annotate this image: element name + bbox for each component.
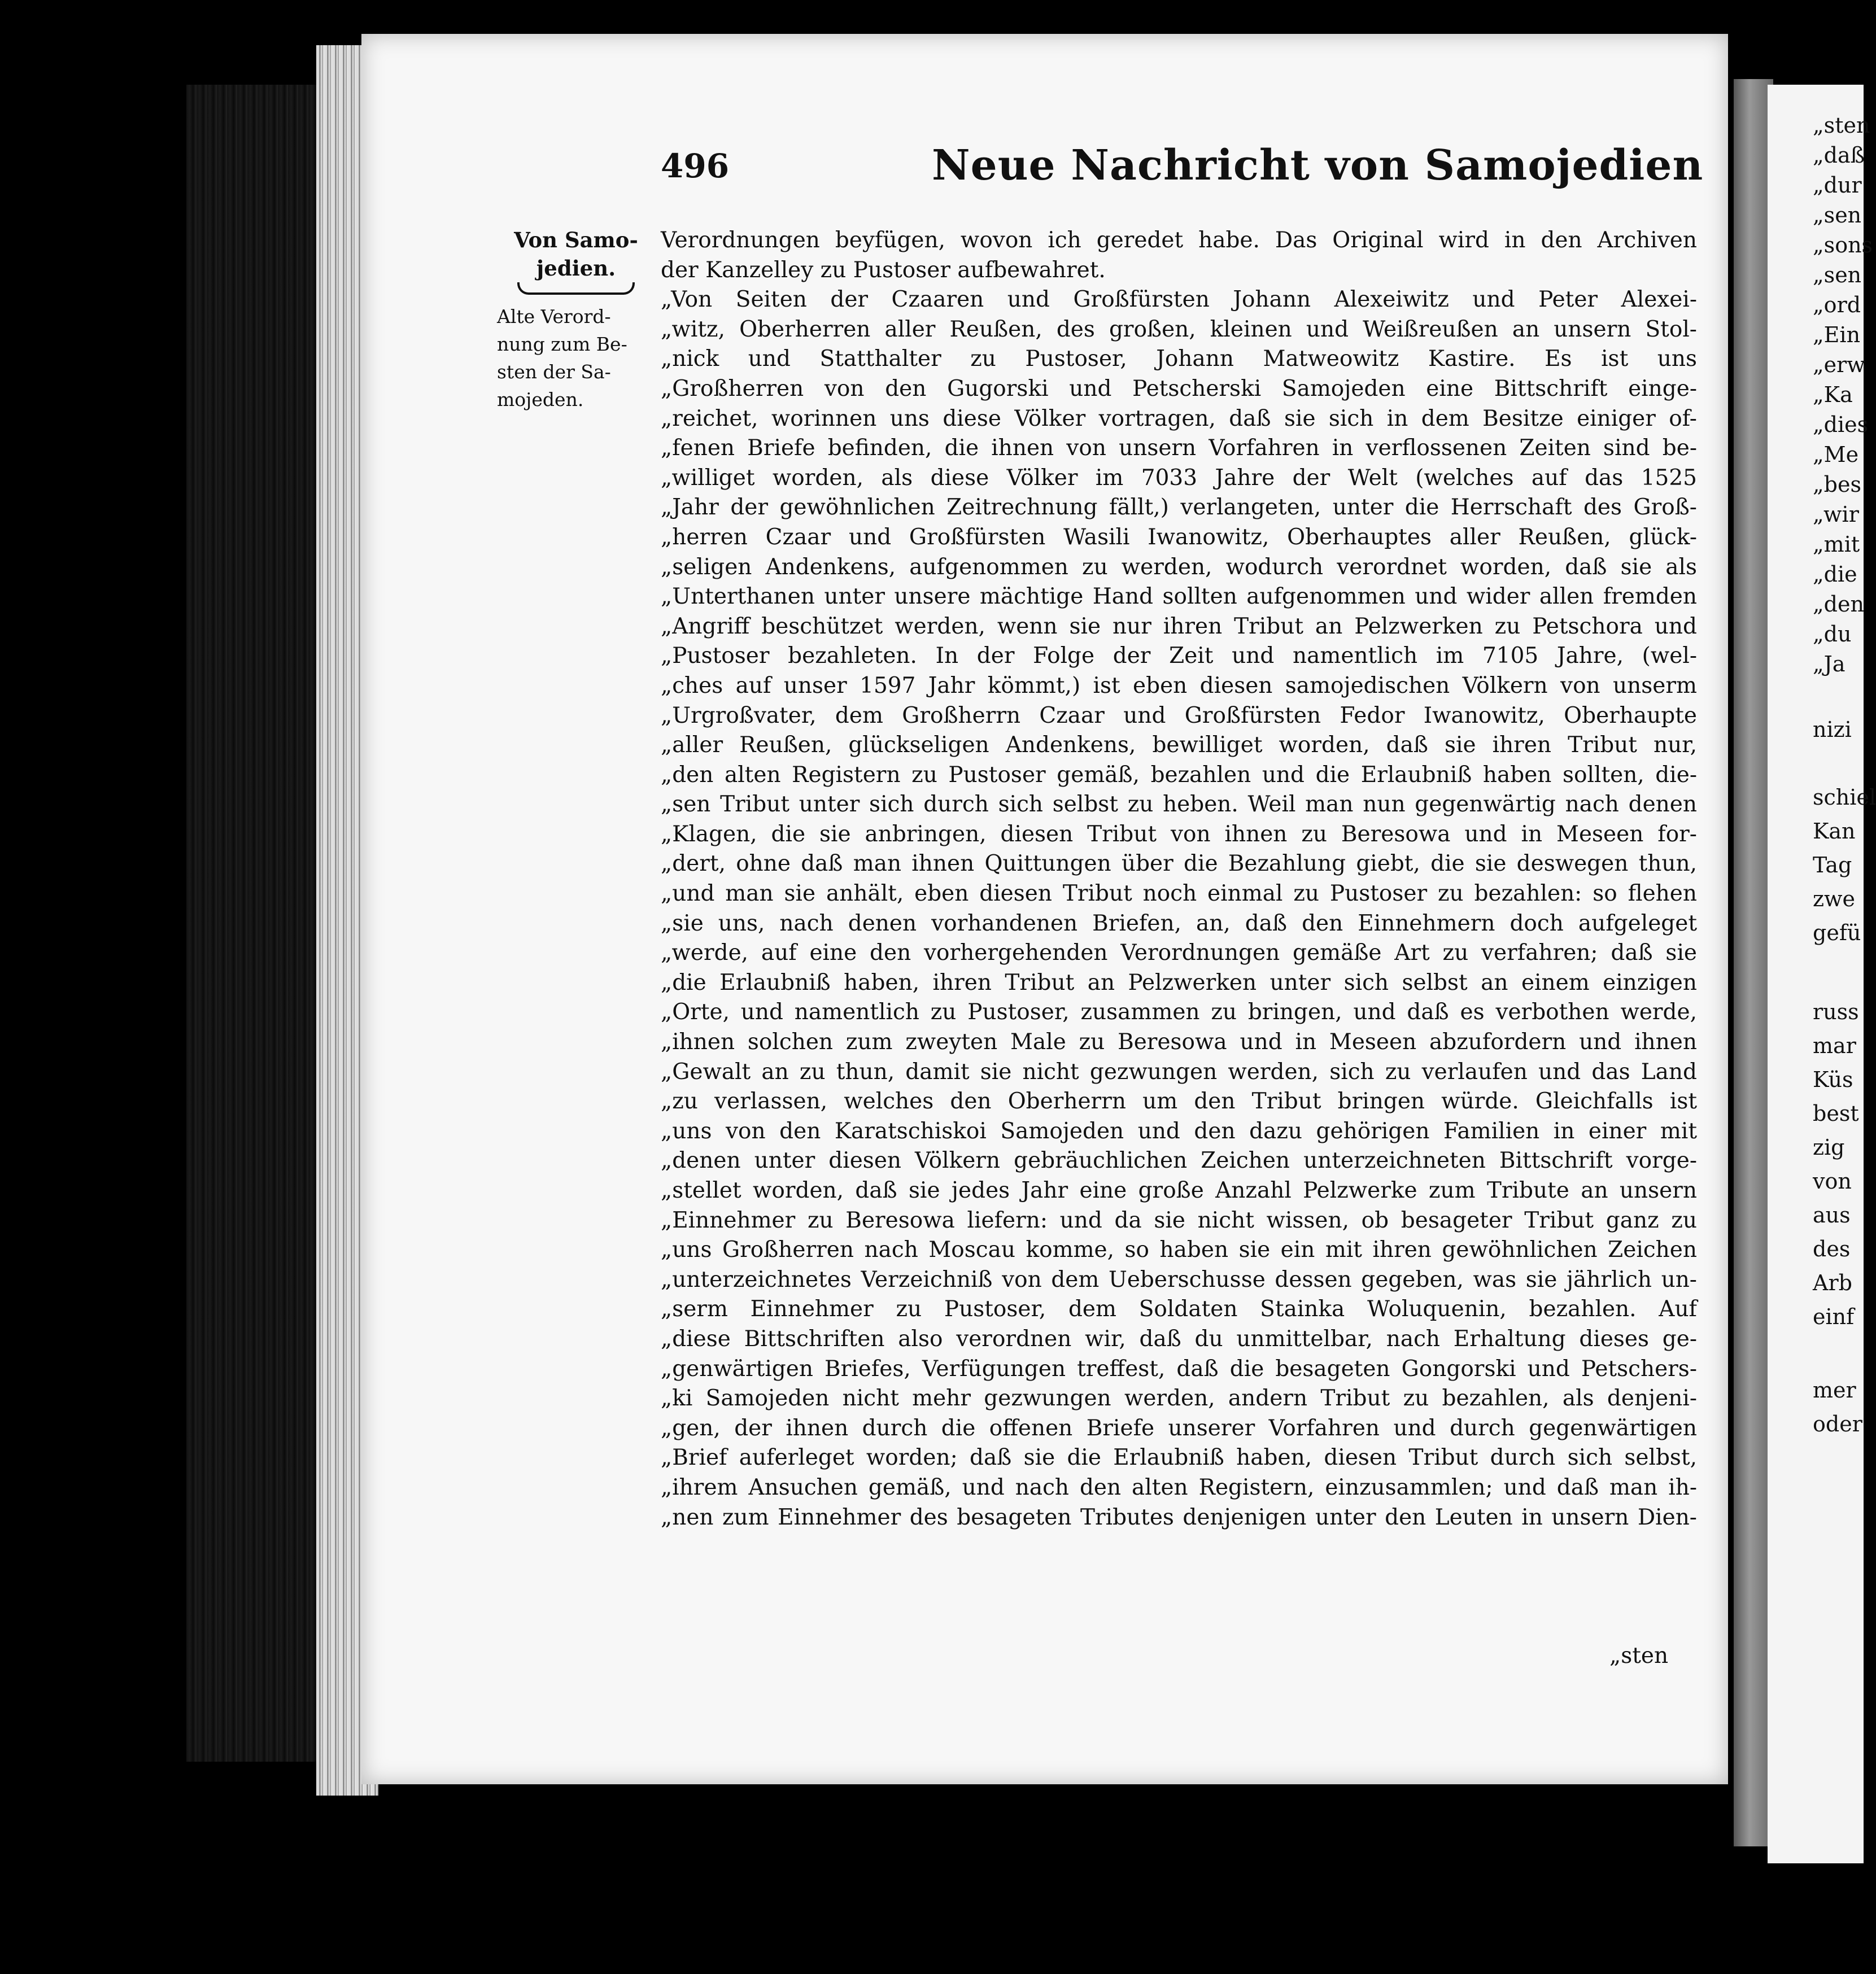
text-line: „Pustoser bezahleten. In der Folge der Zeit und namentlich im 7105 Jahre, (wel- [661, 643, 1697, 669]
facing-page-text: Tag [1813, 853, 1852, 877]
text-line: „sie uns, nach denen vorhandenen Briefen, an, daß den Einnehmern doch aufgeleget [661, 910, 1697, 936]
facing-page-text: „sten [1813, 113, 1870, 138]
text-line: „Jahr der gewöhnlichen Zeitrechnung fällt,) verlangeten, unter die Herrschaft des Groß- [661, 495, 1697, 521]
text-line: der Kanzelley zu Pustoser aufbewahret. [661, 257, 1106, 283]
facing-page-text: „daß [1813, 143, 1865, 168]
facing-page-text: Küs [1813, 1067, 1853, 1092]
facing-page-text: „sen [1813, 203, 1862, 228]
margin-gloss-line: Alte Verord- [497, 305, 611, 327]
facing-page-text: „erw [1813, 352, 1865, 377]
facing-page-fragment [1768, 85, 1876, 1863]
text-line: „Brief auferleget worden; daß sie die Erlaubniß haben, diesen Tribut durch sich selbst, [661, 1445, 1697, 1471]
text-line: „williget worden, als diese Völker im 7033 Jahre der Welt (welches auf das 1525 [661, 465, 1697, 491]
text-line: „Urgroßvater, dem Großherrn Czaar und Großfürsten Fedor Iwanowitz, Oberhaupte [661, 702, 1697, 728]
text-line: „ihrem Ansuchen gemäß, und nach den alten Registern, einzusammlen; und daß man ih- [661, 1474, 1697, 1500]
facing-page-text: nizi [1813, 717, 1852, 742]
text-line: „Orte, und namentlich zu Pustoser, zusammen zu bringen, und daß es verbothen werde, [661, 999, 1697, 1025]
margin-gloss-line: mojeden. [497, 388, 584, 410]
text-line: „aller Reußen, glückseligen Andenkens, bewilliget worden, daß sie ihren Tribut nur, [661, 732, 1697, 758]
facing-page-text: Kan [1813, 819, 1856, 844]
margin-gloss-line: nung zum Be- [497, 333, 627, 355]
catchword: „sten [1609, 1643, 1669, 1669]
facing-page-text: gefü [1813, 920, 1861, 945]
facing-page-text: „mit [1813, 532, 1860, 557]
text-line: „diese Bittschriften also verordnen wir, daß du unmittelbar, nach Erhaltung dieses ge- [661, 1326, 1697, 1352]
margin-brace [517, 282, 635, 295]
text-line: „herren Czaar und Großfürsten Wasili Iwanowitz, Oberhauptes aller Reußen, glück- [661, 524, 1697, 550]
facing-page-text: „sons [1813, 233, 1873, 257]
text-line: „unterzeichnetes Verzeichniß von dem Ueberschusse dessen gegeben, was sie jährlich un- [661, 1266, 1697, 1292]
text-line: „werde, auf eine den vorhergehenden Verordnungen gemäße Art zu verfahren; daß sie [661, 940, 1697, 966]
text-line: „reichet, worinnen uns diese Völker vortragen, daß sie sich in dem Besitze einiger of- [661, 405, 1697, 431]
facing-page-text: „dies [1813, 412, 1869, 437]
text-line: „seligen Andenkens, aufgenommen zu werden, wodurch verordnet worden, daß sie als [661, 554, 1697, 580]
text-line: „witz, Oberherren aller Reußen, des großen, kleinen und Weißreußen an unsern Stol- [661, 316, 1697, 342]
facing-page-text: „ord [1813, 292, 1861, 317]
facing-page-text: „dur [1813, 173, 1862, 198]
facing-page-text: „sen [1813, 263, 1862, 287]
text-line: Verordnungen beyfügen, wovon ich geredet habe. Das Original wird in den Archiven [661, 228, 1697, 253]
text-line: „denen unter diesen Völkern gebräuchlichen Zeichen unterzeichneten Bittschrift vorge- [661, 1148, 1697, 1174]
margin-gloss-line: sten der Sa- [497, 361, 611, 383]
facing-page-text: aus [1813, 1203, 1851, 1228]
margin-gloss [497, 303, 655, 413]
text-line: „ihnen solchen zum zweyten Male zu Beresowa und in Meseen abzufordern und ihnen [661, 1029, 1697, 1055]
text-line: „stellet worden, daß sie jedes Jahr eine große Anzahl Pelzwerke zum Tribute an unsern [661, 1178, 1697, 1203]
facing-page-text: „Ka [1813, 382, 1853, 407]
text-line: „Unterthanen unter unsere mächtige Hand sollten aufgenommen und wider allen fremden [661, 584, 1697, 610]
facing-page-text: Arb [1813, 1270, 1852, 1295]
text-line: „nen zum Einnehmer des besageten Tributes denjenigen unter den Leuten in unsern Dien- [661, 1504, 1697, 1530]
text-line: „Klagen, die sie anbringen, diesen Tribut von ihnen zu Beresowa und in Meseen for- [661, 821, 1697, 847]
body-text [661, 226, 1697, 1532]
page-number: 496 [661, 147, 730, 185]
margin-keyword: Von Samo- [514, 228, 638, 252]
facing-page-text: best [1813, 1101, 1859, 1126]
text-line: „genwärtigen Briefes, Verfügungen treffest, daß die besageten Gongorski und Petschers- [661, 1356, 1697, 1382]
facing-page-text: zwe [1813, 886, 1856, 911]
text-line: „zu verlassen, welches den Oberherrn um den Tribut bringen würde. Gleichfalls ist [661, 1089, 1697, 1115]
text-line: „den alten Registern zu Pustoser gemäß, bezahlen und die Erlaubniß haben sollten, die- [661, 762, 1697, 788]
text-line: „sen Tribut unter sich durch sich selbst zu heben. Weil man nun gegenwärtig nach denen [661, 792, 1697, 818]
text-line: „fenen Briefe befinden, die ihnen von unsern Vorfahren in verflossenen Zeiten sind be- [661, 435, 1697, 461]
text-line: „ki Samojeden nicht mehr gezwungen werden, andern Tribut zu bezahlen, als denjeni- [661, 1386, 1697, 1412]
text-line: „serm Einnehmer zu Pustoser, dem Soldaten Stainka Woluquenin, bezahlen. Auf [661, 1296, 1697, 1322]
facing-page-text: einf [1813, 1304, 1855, 1329]
text-line: „und man sie anhält, eben diesen Tribut noch einmal zu Pustoser zu bezahlen: so flehen [661, 881, 1697, 907]
facing-page-text: „den [1813, 592, 1864, 617]
text-line: „gen, der ihnen durch die offenen Briefe unserer Vorfahren und durch gegenwärtigen [661, 1415, 1697, 1441]
text-line: „Großherren von den Gugorski und Petscherski Samojeden eine Bittschrift einge- [661, 375, 1697, 401]
facing-page-text: schiel [1813, 785, 1876, 810]
facing-page-text: „du [1813, 622, 1852, 647]
text-line: „nick und Statthalter zu Pustoser, Johann Matweowitz Kastire. Es ist uns [661, 346, 1697, 372]
facing-page-text: „bes [1813, 472, 1862, 497]
facing-page-text: mer [1813, 1378, 1856, 1403]
text-line: „Von Seiten der Czaaren und Großfürsten Johann Alexeiwitz und Peter Alexei- [661, 287, 1697, 313]
facing-page-text: von [1813, 1169, 1852, 1194]
facing-page-text: „Ja [1813, 652, 1846, 676]
margin-keyword: jedien. [536, 256, 616, 281]
text-line: „dert, ohne daß man ihnen Quittungen über die Bezahlung giebt, die sie deswegen thun, [661, 851, 1697, 877]
text-line: „Einnehmer zu Beresowa liefern: und da sie nicht wissen, ob besageter Tribut ganz zu [661, 1207, 1697, 1233]
text-line: „uns von den Karatschiskoi Samojeden und den dazu gehörigen Familien in einer mit [661, 1118, 1697, 1144]
text-line: „die Erlaubniß haben, ihren Tribut an Pelzwerken unter sich selbst an einem einzigen [661, 969, 1697, 995]
facing-page-text: „Ein [1813, 322, 1861, 347]
running-title: Neue Nachricht von Samojedien [932, 141, 1704, 190]
text-line: „Gewalt an zu thun, damit sie nicht gezwungen werden, sich zu verlaufen und das Land [661, 1059, 1697, 1085]
facing-page-text: „die [1813, 562, 1857, 587]
text-line: „Angriff beschützet werden, wenn sie nur ihren Tribut an Pelzwerken zu Petschora und [661, 613, 1697, 639]
facing-page-text: russ [1813, 999, 1859, 1024]
text-line: „uns Großherren nach Moscau komme, so haben sie ein mit ihren gewöhnlichen Zeichen [661, 1237, 1697, 1263]
facing-page-text: oder [1813, 1412, 1862, 1436]
facing-page-text: „wir [1813, 502, 1859, 527]
facing-page-text: „Me [1813, 442, 1859, 467]
facing-page-text: des [1813, 1237, 1851, 1261]
page-header [661, 130, 1704, 215]
facing-page-text: zig [1813, 1135, 1845, 1160]
margin-note [497, 226, 655, 413]
facing-page-text: mar [1813, 1033, 1856, 1058]
text-line: „ches auf unser 1597 Jahr kömmt,) ist eben diesen samojedischen Völkern von unserm [661, 672, 1697, 698]
